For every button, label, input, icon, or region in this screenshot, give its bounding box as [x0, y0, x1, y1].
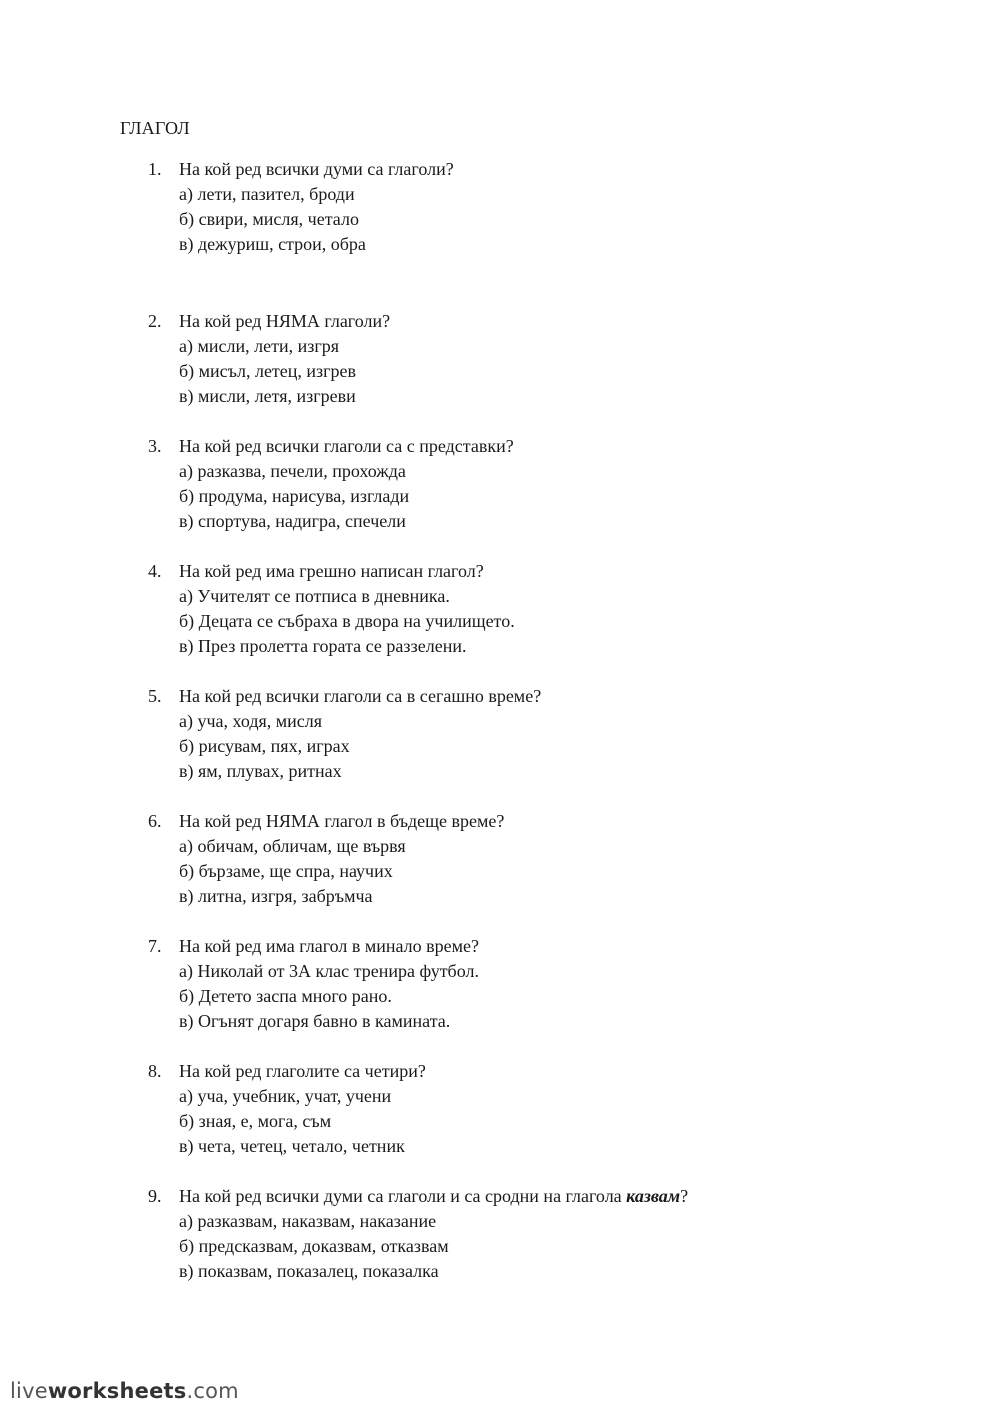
question-7 [148, 934, 479, 1034]
question-line [148, 309, 390, 334]
answer-option-a[interactable]: а) мисли, лети, изгря [179, 336, 339, 356]
question-number: 9. [148, 1186, 162, 1206]
answer-option-a[interactable]: а) разказва, печели, прохожда [179, 461, 406, 481]
answer-option-a[interactable]: а) обичам, обличам, ще вървя [179, 836, 406, 856]
answer-option-b[interactable]: б) мисъл, летец, изгрев [179, 361, 357, 381]
question-number: 8. [148, 1061, 162, 1081]
question-line [148, 559, 515, 584]
question-text: На кой ред НЯМА глаголи? [179, 311, 391, 331]
answer-option-a[interactable]: а) лети, пазител, броди [179, 184, 355, 204]
question-text: На кой ред има грешно написан глагол? [179, 561, 484, 581]
question-number: 2. [148, 311, 162, 331]
question-number: 6. [148, 811, 162, 831]
answer-option-c[interactable]: в) Огънят догаря бавно в камината. [179, 1011, 451, 1031]
question-number: 1. [148, 159, 162, 179]
question-text-end: ? [680, 1186, 689, 1206]
question-text: На кой ред всички думи са глаголи и са сродни на глагола [179, 1186, 627, 1206]
answer-option-c[interactable]: в) мисли, летя, изгреви [179, 386, 356, 406]
answer-option-c[interactable]: в) дежуриш, строи, обра [179, 234, 366, 254]
question-number: 3. [148, 436, 162, 456]
answer-option-b[interactable]: б) предсказвам, доказвам, отказвам [179, 1236, 449, 1256]
answer-option-c[interactable]: в) показвам, показалец, показалка [179, 1261, 439, 1281]
watermark-suffix: .com [186, 1379, 239, 1403]
answer-option-a[interactable]: а) уча, ходя, мисля [179, 711, 323, 731]
answer-option-a[interactable]: а) Учителят се потписа в дневника. [179, 586, 450, 606]
answer-option-b[interactable]: б) бързаме, ще спра, научих [179, 861, 393, 881]
question-1 [148, 157, 454, 257]
question-4 [148, 559, 515, 659]
watermark-light: live [10, 1379, 48, 1403]
question-text: На кой ред всички глаголи са в сегашно време? [179, 686, 542, 706]
answer-option-b[interactable]: б) рисувам, пях, играх [179, 736, 350, 756]
question-8 [148, 1059, 426, 1159]
answer-option-b[interactable]: б) Детето заспа много рано. [179, 986, 392, 1006]
question-line [148, 434, 514, 459]
question-5 [148, 684, 541, 784]
answer-option-c[interactable]: в) литна, изгря, забръмча [179, 886, 373, 906]
question-6 [148, 809, 504, 909]
question-text: На кой ред всички думи са глаголи? [179, 159, 454, 179]
question-number: 7. [148, 936, 162, 956]
question-text: На кой ред всички глаголи са с представки? [179, 436, 514, 456]
question-number: 4. [148, 561, 162, 581]
answer-option-a[interactable]: а) Николай от 3А клас тренира футбол. [179, 961, 479, 981]
answer-option-c[interactable]: в) чета, четец, четало, четник [179, 1136, 405, 1156]
worksheet-title: ГЛАГОЛ [120, 118, 190, 138]
answer-option-b[interactable]: б) свири, мисля, четало [179, 209, 359, 229]
question-3 [148, 434, 514, 534]
question-line [148, 1184, 688, 1209]
answer-option-a[interactable]: а) разказвам, наказвам, наказание [179, 1211, 437, 1231]
answer-option-a[interactable]: а) уча, учебник, учат, учени [179, 1086, 392, 1106]
question-text: На кой ред глаголите са четири? [179, 1061, 426, 1081]
question-number: 5. [148, 686, 162, 706]
question-line [148, 684, 541, 709]
question-line [148, 157, 454, 182]
question-text: На кой ред има глагол в минало време? [179, 936, 480, 956]
watermark-bold: worksheets [47, 1379, 187, 1403]
question-text: На кой ред НЯМА глагол в бъдеще време? [179, 811, 505, 831]
question-line [148, 1059, 426, 1084]
answer-option-b[interactable]: б) зная, е, мога, съм [179, 1111, 332, 1131]
liveworksheets-watermark [10, 1379, 239, 1403]
emphasized-verb: казвам [626, 1186, 681, 1206]
question-9 [148, 1184, 688, 1284]
question-line [148, 809, 504, 834]
answer-option-c[interactable]: в) ям, плувах, ритнах [179, 761, 342, 781]
answer-option-c[interactable]: в) спортува, надигра, спечели [179, 511, 406, 531]
answer-option-c[interactable]: в) През пролетта гората се раззелени. [179, 636, 467, 656]
answer-option-b[interactable]: б) Децата се събраха в двора на училището. [179, 611, 515, 631]
question-line [148, 934, 479, 959]
answer-option-b[interactable]: б) продума, нарисува, изглади [179, 486, 410, 506]
question-2 [148, 309, 390, 409]
